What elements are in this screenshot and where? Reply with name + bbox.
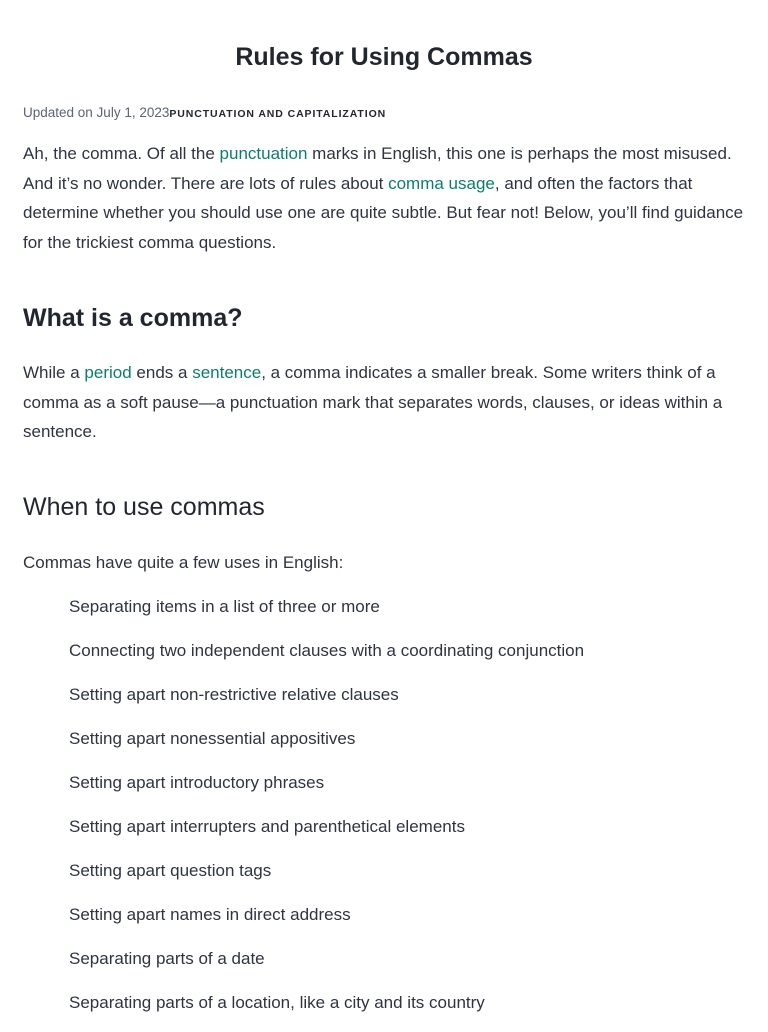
definition-paragraph [23, 358, 747, 447]
list-item: Separating parts of a location, like a city and its country [69, 993, 485, 1012]
section-heading-when-to-use-commas: When to use commas [23, 493, 265, 521]
list-item: Setting apart non-restrictive relative clauses [69, 685, 399, 704]
intro-paragraph [23, 139, 747, 257]
section-heading-what-is-a-comma: What is a comma? [23, 304, 243, 332]
list-item: Connecting two independent clauses with a coordinating conjunction [69, 641, 585, 660]
comma-usage-link[interactable]: comma usage [388, 173, 495, 193]
uses-intro-paragraph: Commas have quite a few uses in English: [23, 553, 344, 572]
category-link[interactable]: PUNCTUATION AND CAPITALIZATION [169, 108, 387, 120]
list-item: Separating items in a list of three or more [69, 597, 380, 616]
comma-uses-list [69, 592, 584, 1032]
page-title: Rules for Using Commas [235, 43, 533, 71]
definition-text-3: , a comma indicates a smaller break. Some writers think of a comma as a soft pause—a punctuation mark that separates words, clauses, or ideas within a sentence. [23, 363, 723, 441]
intro-text-3: , and often the factors that determine whether you should use one are quite subtle. But fear not! Below, you’ll find guidance for the trickiest comma questions. [23, 173, 744, 252]
definition-text-2: ends a [131, 363, 193, 382]
list-item: Setting apart question tags [69, 861, 272, 880]
intro-text-1: Ah, the comma. Of all the [23, 144, 220, 163]
list-item: Setting apart names in direct address [69, 905, 351, 924]
list-item: Setting apart nonessential appositives [69, 729, 356, 748]
updated-date: Updated on July 1, 2023 [23, 105, 170, 120]
punctuation-link[interactable]: punctuation [219, 144, 308, 163]
list-item: Setting apart introductory phrases [69, 773, 325, 792]
sentence-link[interactable]: sentence [192, 363, 262, 382]
intro-text-2: marks in English, this one is perhaps the most misused. And it’s no wonder. There are lots of rules about [23, 144, 732, 193]
list-item: Setting apart interrupters and parenthetical elements [69, 817, 465, 836]
list-item: Separating parts of a date [69, 949, 265, 968]
definition-text-1: While a [23, 363, 85, 382]
period-link[interactable]: period [84, 363, 132, 382]
article-meta [23, 104, 386, 123]
